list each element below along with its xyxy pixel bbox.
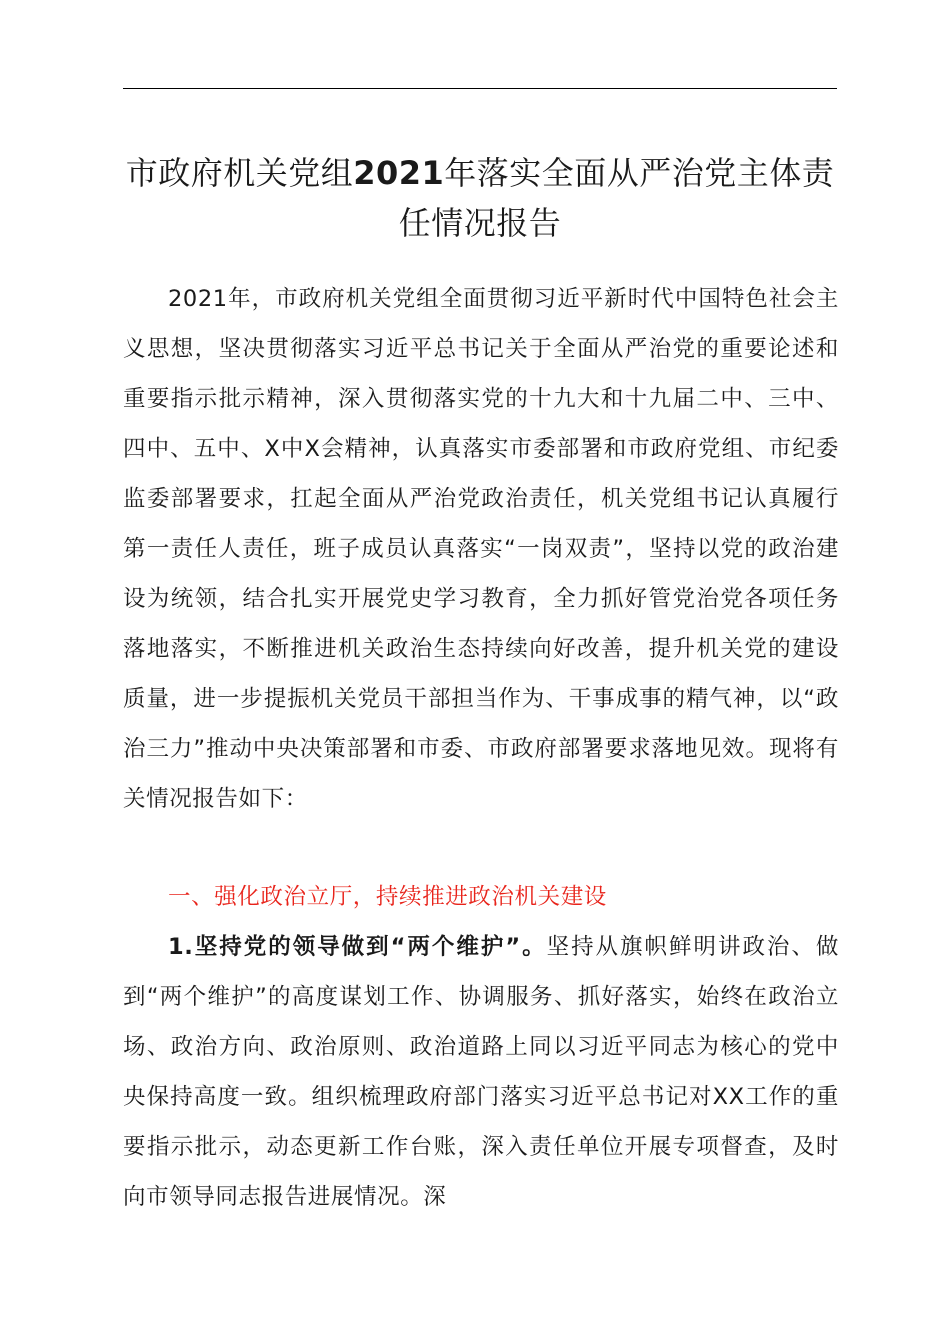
page-title: [110, 148, 850, 248]
item-paragraph-1: [123, 922, 839, 1222]
title-year: 2021: [353, 154, 445, 192]
title-part1: 市政府机关党组: [125, 154, 354, 192]
item-lead: 1.坚持党的领导做到“两个维护”。: [168, 934, 547, 960]
title-part2: 年落实全面从严治党主体责任情况报告: [398, 154, 835, 242]
section-heading-1: 一、强化政治立厅，持续推进政治机关建设: [168, 884, 607, 910]
intro-paragraph: 2021年，市政府机关党组全面贯彻习近平新时代中国特色社会主义思想，坚决贯彻落实习近平总书记关于全面从严治党的重要论述和重要指示批示精神，深入贯彻落实党的十九大和十九届二中、三中、四中、五中、X中X会精神，认真落实市委部署和市政府党组、市纪委监委部署要求，扛起全面从严治党政治责任，机关党组书记认真履行第一责任人责任，班子成员认真落实“一岗双责”，坚持以党的政治建设为统领，结合扎实开展党史学习教育，全力抓好管党治党各项任务落地落实，不断推进机关政治生态持续向好改善，提升机关党的建设质量，进一步提振机关党员干部担当作为、干事成事的精气神，以“政治三力”推动中央决策部署和市委、市政府部署要求落地见效。现将有关情况报告如下：: [123, 286, 839, 812]
item-body: 坚持从旗帜鲜明讲政治、做到“两个维护”的高度谋划工作、协调服务、抓好落实，始终在政治立场、政治方向、政治原则、政治道路上同以习近平同志为核心的党中央保持高度一致。组织梳理政府部门落实习近平总书记对XX工作的重要指示批示，动态更新工作台账，深入责任单位开展专项督查，及时向市领导同志报告进展情况。深: [123, 934, 839, 1210]
header-rule: [123, 88, 837, 89]
